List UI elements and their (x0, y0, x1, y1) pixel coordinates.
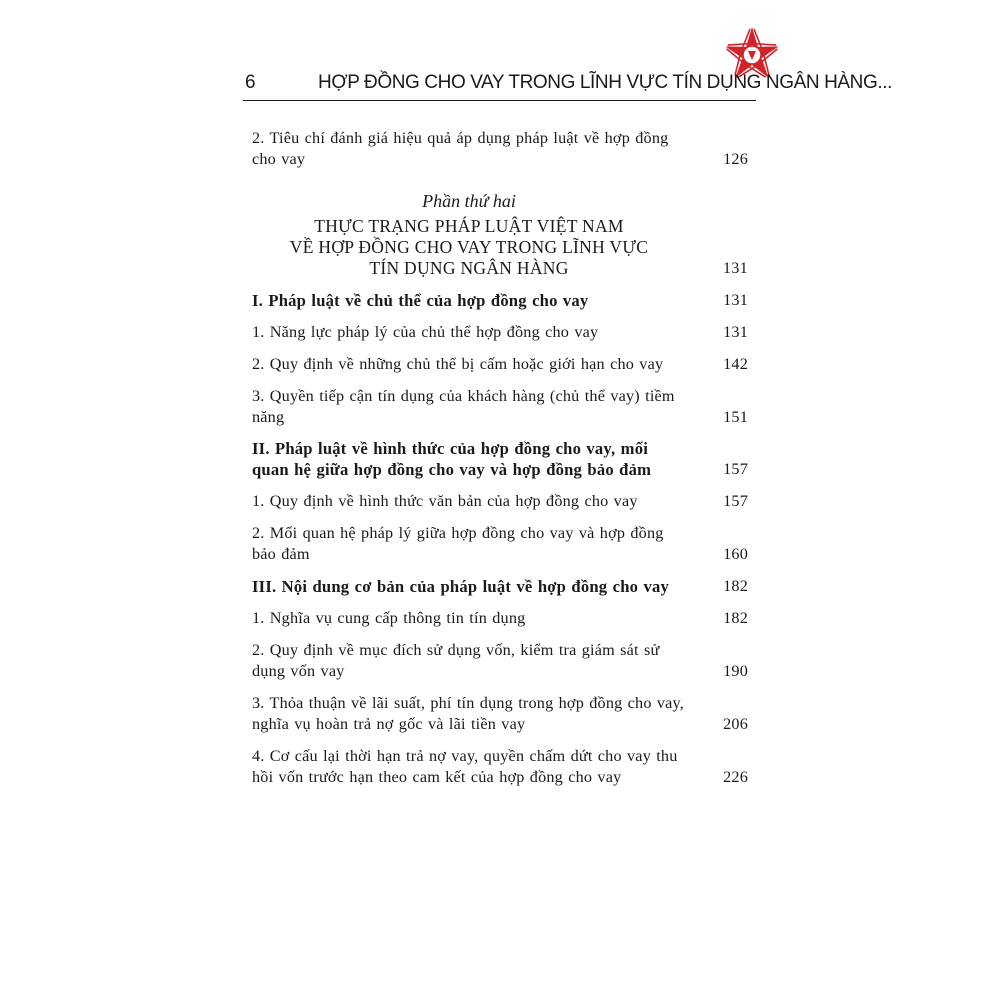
page-number: 6 (245, 72, 256, 93)
running-title: HỢP ĐỒNG CHO VAY TRONG LĨNH VỰC TÍN DỤNG NGÂN HÀNG... (318, 72, 893, 93)
toc-entry-page: 206 (723, 715, 748, 733)
toc-section-label: III. Nội dung cơ bản của pháp luật về hợp đồng cho vay (252, 577, 669, 596)
toc-entry-page: 157 (723, 492, 748, 510)
toc-entry-page: 142 (723, 355, 748, 373)
toc-entry-label: 1. Năng lực pháp lý của chủ thể hợp đồng cho vay (252, 323, 599, 341)
toc-entry-label: 3. Thỏa thuận về lãi suất, phí tín dụng trong hợp đồng cho vay, nghĩa vụ hoàn trả nợ gốc và lãi tiền vay (252, 694, 685, 733)
toc-section (252, 290, 748, 311)
toc-section (252, 438, 748, 480)
toc-entry-label: 4. Cơ cấu lại thời hạn trả nợ vay, quyền chấm dứt cho vay thu hồi vốn trước hạn theo cam kết của hợp đồng cho vay (252, 747, 678, 786)
toc-entry-page: 226 (723, 768, 748, 786)
toc-entry (252, 693, 748, 735)
toc-entry-page: 160 (723, 545, 748, 563)
toc-entry (252, 640, 748, 682)
toc-entry (252, 322, 748, 343)
toc-entry (252, 523, 748, 565)
part-title (252, 216, 748, 279)
part-title-line: TÍN DỤNG NGÂN HÀNG (369, 258, 569, 278)
part-heading: Phần thứ hai (422, 191, 516, 211)
toc-entry (252, 386, 748, 428)
toc-section-label: I. Pháp luật về chủ thể của hợp đồng cho vay (252, 291, 589, 310)
toc-section-page: 182 (723, 577, 748, 595)
toc-entry-label: 1. Nghĩa vụ cung cấp thông tin tín dụng (252, 609, 526, 627)
part-title-line: VỀ HỢP ĐỒNG CHO VAY TRONG LĨNH VỰC (289, 237, 649, 257)
toc-section-page: 131 (723, 291, 748, 309)
toc-section (252, 576, 748, 597)
toc-entry (252, 608, 748, 629)
table-of-contents (252, 128, 748, 788)
toc-entry-page: 151 (723, 408, 748, 426)
toc-entry-label: 3. Quyền tiếp cận tín dụng của khách hàng (chủ thể vay) tiềm năng (252, 387, 675, 426)
toc-entry-page: 190 (723, 662, 748, 680)
toc-entry-label: 2. Quy định về mục đích sử dụng vốn, kiểm tra giám sát sử dụng vốn vay (252, 641, 660, 680)
toc-section-label: II. Pháp luật về hình thức của hợp đồng cho vay, mối quan hệ giữa hợp đồng cho vay và hợp đồng bảo đảm (252, 439, 652, 479)
toc-entry-page: 131 (723, 323, 748, 341)
toc-entry (252, 128, 748, 170)
part-title-page: 131 (722, 259, 748, 277)
toc-entry-label: 1. Quy định về hình thức văn bản của hợp đồng cho vay (252, 492, 638, 510)
toc-entry-page: 126 (723, 150, 748, 168)
toc-entry-label: 2. Mối quan hệ pháp lý giữa hợp đồng cho vay và hợp đồng bảo đảm (252, 524, 664, 563)
toc-entry (252, 491, 748, 512)
toc-entry-page: 182 (723, 609, 748, 627)
toc-section-page: 157 (723, 460, 748, 478)
part-title-line: THỰC TRẠNG PHÁP LUẬT VIỆT NAM (314, 216, 624, 236)
running-header (243, 72, 893, 101)
toc-entry-label: 2. Quy định về những chủ thể bị cấm hoặc giới hạn cho vay (252, 355, 664, 373)
toc-entry-label: 2. Tiêu chí đánh giá hiệu quả áp dụng pháp luật về hợp đồng cho vay (252, 129, 669, 168)
toc-entry (252, 354, 748, 375)
toc-entry (252, 746, 748, 788)
